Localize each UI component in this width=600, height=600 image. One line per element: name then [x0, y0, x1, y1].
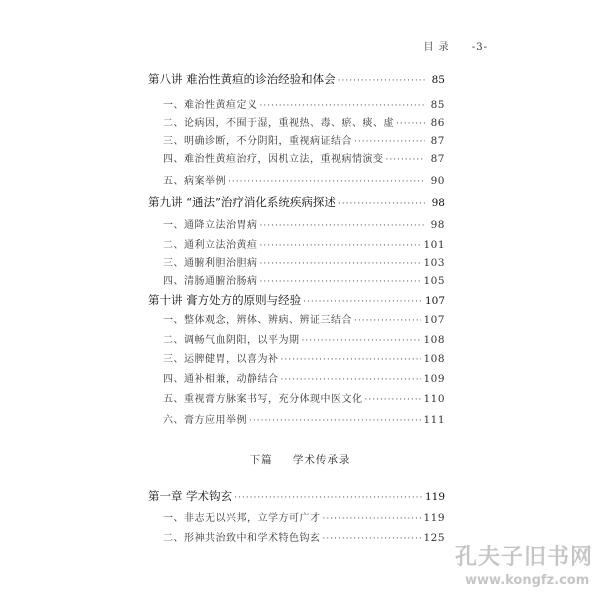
toc-entry-page: 105 — [423, 275, 445, 287]
dot-leader — [234, 491, 423, 505]
toc-entry-lecture-10[interactable] — [148, 293, 445, 309]
toc-entry-9-3[interactable] — [163, 256, 445, 271]
toc-entry-page: 90 — [430, 175, 445, 187]
dot-leader — [249, 414, 421, 428]
watermark-url: www.kongfz.com — [465, 573, 590, 588]
part-heading — [0, 452, 600, 467]
toc-entry-title: 四、清肠通腑治肠病 — [163, 276, 258, 287]
toc-entry-title: 第九讲 “通法”治疗消化系统疾病探述 — [148, 195, 336, 209]
toc-entry-8-5[interactable] — [163, 174, 445, 189]
toc-entry-page: 119 — [424, 491, 445, 503]
toc-entry-chapter-1[interactable] — [148, 489, 445, 505]
toc-entry-title: 六、膏方应用举例 — [163, 415, 247, 426]
watermark-text: 孔夫子旧书网 — [455, 545, 594, 570]
toc-entry-9-1[interactable] — [163, 218, 445, 233]
toc-entry-title: 五、病案举例 — [163, 176, 226, 187]
toc-entry-title: 第十讲 膏方处方的原则与经验 — [148, 293, 302, 307]
toc-entry-page: 98 — [430, 219, 445, 231]
toc-entry-10-1[interactable] — [163, 313, 445, 328]
toc-entry-page: 108 — [423, 334, 445, 346]
toc-entry-title: 三、通腑利胆治胆病 — [163, 258, 258, 269]
toc-entry-8-1[interactable] — [163, 98, 445, 113]
toc-entry-title: 二、论病因，不囿于湿，重视热、毒、瘀、痰、虚 — [163, 118, 394, 129]
toc-entry-page: 103 — [423, 257, 445, 269]
toc-entry-lecture-8[interactable] — [148, 72, 445, 88]
toc-entry-10-5[interactable] — [163, 392, 445, 407]
toc-entry-title: 三、运脾健胃，以喜为补 — [163, 354, 279, 365]
toc-entry-title: 二、调畅气血阴阳，以平为期 — [163, 335, 300, 346]
toc-entry-10-2[interactable] — [163, 333, 445, 348]
toc-entry-page: 119 — [423, 512, 445, 524]
dot-leader — [323, 512, 422, 526]
running-header — [424, 38, 489, 53]
toc-entry-page: 101 — [423, 239, 445, 251]
dot-leader — [338, 197, 425, 211]
toc-entry-ch1-1[interactable] — [163, 511, 445, 526]
toc-entry-title: 一、整体观念，辨体、辨病、辨证三结合 — [163, 315, 352, 326]
toc-entry-title: 一、非志无以兴邦，立学方可广才 — [163, 513, 321, 524]
site-watermark — [455, 540, 593, 588]
dot-leader — [303, 295, 423, 309]
toc-entry-8-2[interactable] — [163, 116, 445, 131]
toc-entry-title: 四、通补相兼，动静结合 — [163, 374, 279, 385]
toc-entry-title: 一、难治性黄疸定义 — [163, 100, 258, 111]
toc-entry-page: 125 — [423, 532, 445, 544]
dot-leader — [365, 393, 422, 407]
dot-leader — [260, 239, 422, 253]
dot-leader — [302, 334, 422, 348]
dot-leader — [260, 275, 422, 289]
toc-entry-9-4[interactable] — [163, 274, 445, 289]
dot-leader — [338, 74, 425, 88]
toc-entry-page: 86 — [430, 117, 445, 129]
toc-entry-page: 87 — [430, 135, 445, 147]
toc-entry-title: 五、重视膏方脉案书写，充分体现中医文化 — [163, 394, 363, 405]
dot-leader — [260, 99, 426, 113]
toc-entry-title: 四、难治性黄疸治疗，因机立法，重视病情演变 — [163, 154, 384, 165]
toc-entry-page: 85 — [431, 74, 445, 86]
dot-leader — [228, 175, 425, 189]
toc-entry-lecture-9[interactable] — [148, 195, 445, 211]
header-title: 目 录 — [423, 42, 450, 53]
toc-entry-10-4[interactable] — [163, 372, 445, 387]
part-title: 学术传承录 — [292, 454, 351, 466]
dot-leader — [396, 117, 425, 131]
toc-entry-title: 一、通降立法治胃病 — [163, 220, 258, 231]
toc-entry-8-3[interactable] — [163, 134, 445, 149]
dot-leader — [354, 314, 421, 328]
toc-entry-9-2[interactable] — [163, 238, 445, 253]
dot-leader — [354, 135, 425, 149]
dot-leader — [281, 353, 422, 367]
dot-leader — [386, 153, 426, 167]
toc-entry-title: 第八讲 难治性黄疸的诊治经验和体会 — [148, 72, 336, 86]
toc-entry-10-6[interactable] — [163, 413, 445, 428]
toc-entry-title: 第一章 学术钩玄 — [148, 489, 233, 503]
toc-entry-title: 二、形神共治致中和学术特色钩玄 — [163, 533, 321, 544]
toc-entry-title: 三、明确诊断，不分阴阳，重视病证结合 — [163, 136, 352, 147]
toc-entry-page: 110 — [423, 393, 445, 405]
toc-entry-page: 108 — [423, 353, 445, 365]
toc-entry-page: 109 — [423, 373, 445, 385]
header-page-number: -3- — [471, 42, 488, 53]
toc-entry-page: 87 — [430, 153, 445, 165]
part-label: 下篇 — [249, 454, 273, 466]
dot-leader — [260, 257, 422, 271]
toc-entry-page: 85 — [430, 99, 445, 111]
dot-leader — [260, 219, 426, 233]
toc-entry-page: 111 — [423, 414, 445, 426]
toc-entry-title: 二、通利立法治黄疸 — [163, 240, 258, 251]
toc-entry-8-4[interactable] — [163, 152, 445, 167]
dot-leader — [281, 373, 422, 387]
toc-entry-page: 98 — [431, 197, 445, 209]
toc-entry-page: 107 — [424, 295, 445, 307]
toc-entry-10-3[interactable] — [163, 352, 445, 367]
toc-entry-ch1-2[interactable] — [163, 531, 445, 546]
dot-leader — [323, 532, 422, 546]
toc-entry-page: 107 — [423, 314, 445, 326]
